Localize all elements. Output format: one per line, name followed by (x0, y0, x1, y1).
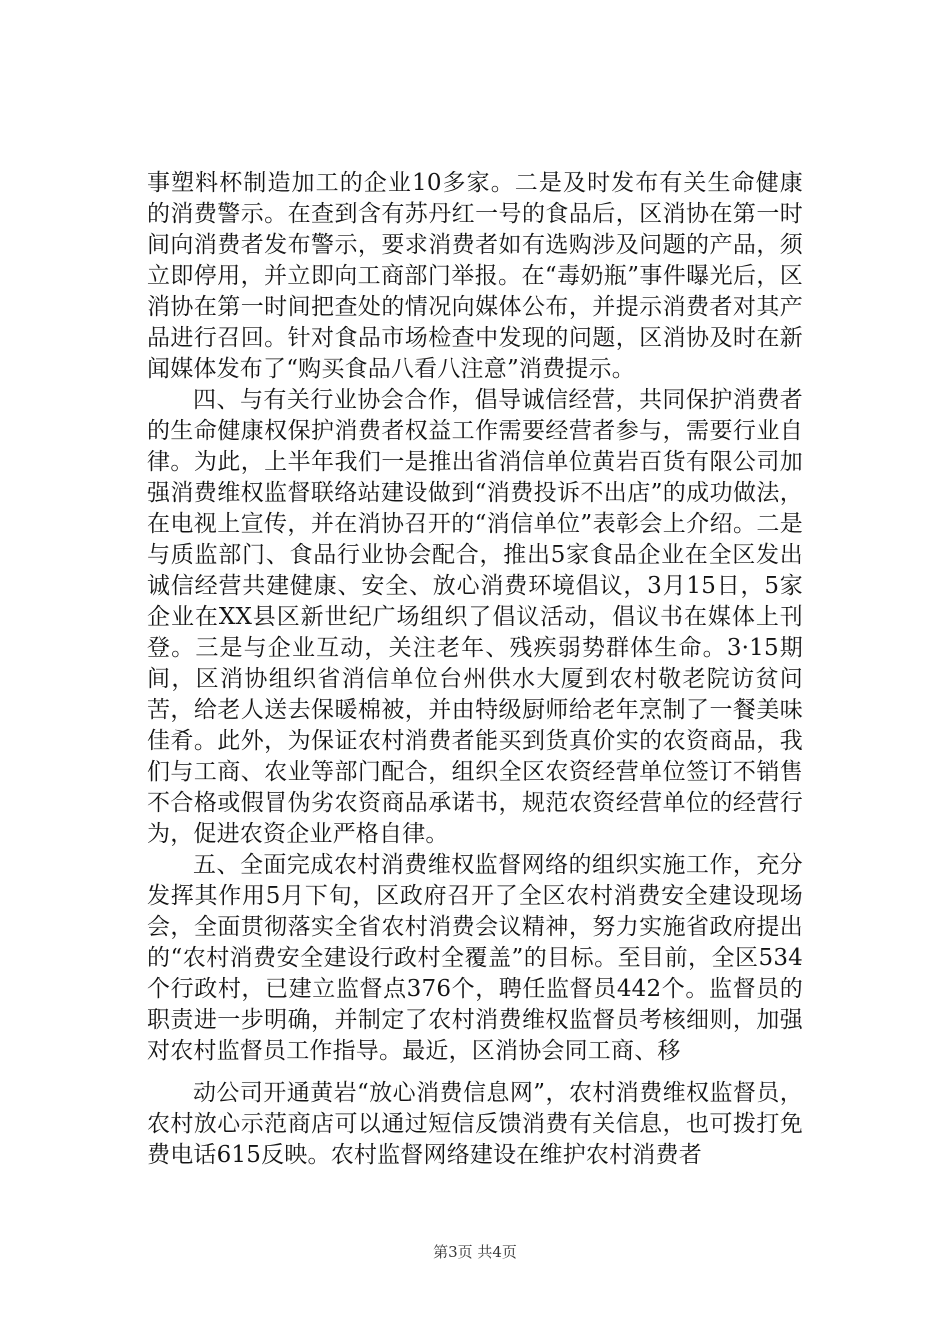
paragraph-3: 五、全面完成农村消费维权监督网络的组织实施工作，充分发挥其作用5月下旬，区政府召开了全区农村消费安全建设现场会，全面贯彻落实全省农村消费会议精神，努力实施省政府提出的“农村消费安全建设行政村全覆盖”的目标。至目前，全区534个行政村，已建立监督点376个，聘任监督员442个。监督员的职责进一步明确，并制定了农村消费维权监督员考核细则，加强对农村监督员工作指导。最近，区消协会同工商、移 (147, 852, 803, 1064)
paragraph-2: 四、与有关行业协会合作，倡导诚信经营，共同保护消费者的生命健康权保护消费者权益工作需要经营者参与，需要行业自律。为此，上半年我们一是推出省消信单位黄岩百货有限公司加强消费维权监督联络站建设做到“消费投诉不出店”的成功做法，在电视上宣传，并在消协召开的“消信单位”表彰会上介绍。二是与质监部门、食品行业协会配合，推出5家食品企业在全区发出诚信经营共建健康、安全、放心消费环境倡议，3月15日，5家企业在XX县区新世纪广场组织了倡议活动，倡议书在媒体上刊登。三是与企业互动，关注老年、残疾弱势群体生命。3·15期间，区消协组织省消信单位台州供水大厦到农村敬老院访贫问苦，给老人送去保暖棉被，并由特级厨师给老年烹制了一餐美味佳肴。此外，为保证农村消费者能买到货真价实的农资商品，我们与工商、农业等部门配合，组织全区农资经营单位签订不销售不合格或假冒伪劣农资商品承诺书，规范农资经营单位的经营行为，促进农资企业严格自律。 (147, 387, 803, 847)
paragraph-1: 事塑料杯制造加工的企业10多家。二是及时发布有关生命健康的消费警示。在查到含有苏丹红一号的食品后，区消协在第一时间向消费者发布警示，要求消费者如有选购涉及问题的产品，须立即停用，并立即向工商部门举报。在“毒奶瓶”事件曝光后，区消协在第一时间把查处的情况向媒体公布，并提示消费者对其产品进行召回。针对食品市场检查中发现的问题，区消协及时在新闻媒体发布了“购买食品八看八注意”消费提示。 (147, 170, 803, 382)
page-footer: 第3页 共4页 (433, 1243, 517, 1261)
paragraph-4: 动公司开通黄岩“放心消费信息网”，农村消费维权监督员，农村放心示范商店可以通过短信反馈消费有关信息，也可拨打免费电话615反映。农村监督网络建设在维护农村消费者 (147, 1080, 803, 1168)
document-body (147, 168, 803, 1171)
